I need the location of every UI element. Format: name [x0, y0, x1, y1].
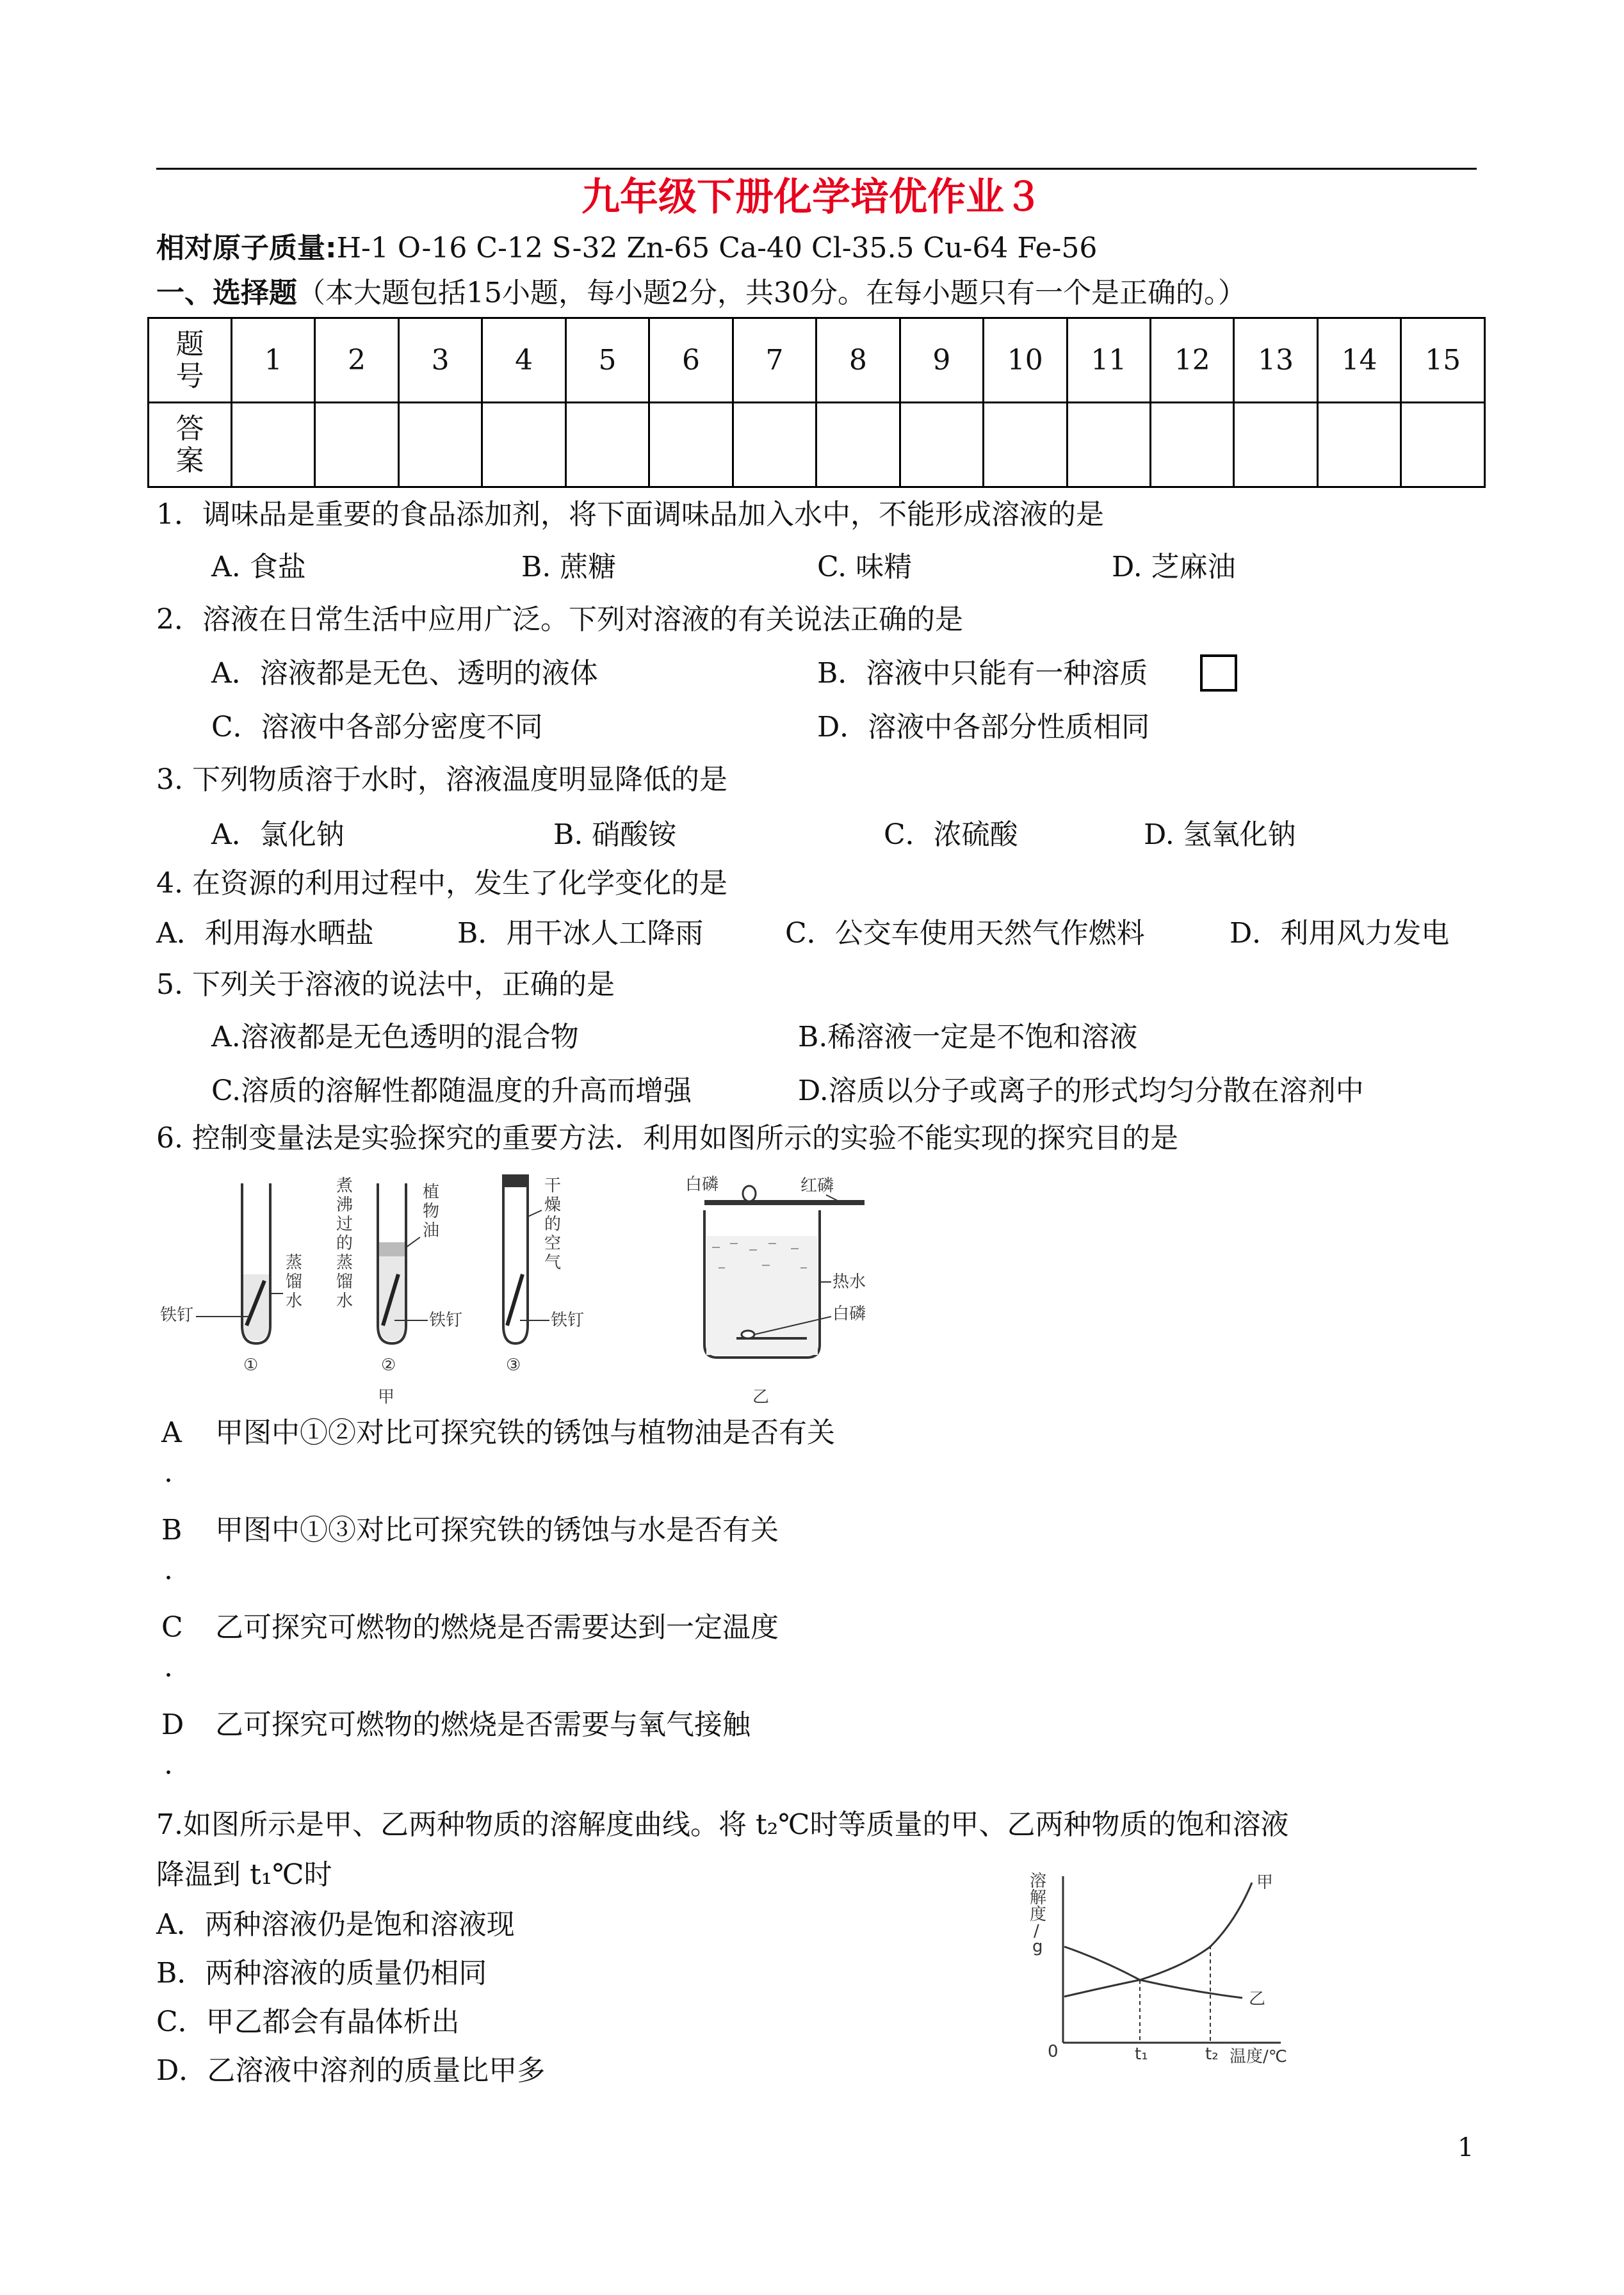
question-6-option-d-letter: D	[161, 1708, 184, 1741]
page-number: 1	[1458, 2133, 1474, 2162]
t1-tick-label: t₁	[1135, 2045, 1148, 2064]
question-7-option-c: C．甲乙都会有晶体析出	[156, 2006, 460, 2038]
beaker-hot-water-label: 热水	[832, 1272, 866, 1292]
question-6-option-c: 乙可探究可燃物的燃烧是否需要达到一定温度	[215, 1611, 779, 1644]
answer-cell[interactable]	[1150, 403, 1233, 487]
atomic-mass-values: H-1 O-16 C-12 S-32 Zn-65 Ca-40 Cl-35.5 Cu-64 Fe-56	[336, 232, 1098, 264]
answer-cell[interactable]	[232, 403, 315, 487]
question-2-option-c: C．溶液中各部分密度不同	[211, 711, 543, 743]
question-6-option-b-letter: B	[161, 1514, 183, 1546]
answer-table-number: 9	[900, 318, 983, 403]
tube-1-nail-label: 铁钉	[160, 1306, 194, 1325]
question-7-stem-line2: 降温到 t₁℃时	[156, 1858, 332, 1891]
answer-cell[interactable]	[1401, 403, 1485, 487]
question-3-option-b: B. 硝酸铵	[553, 818, 677, 851]
question-2-option-b: B．溶液中只能有一种溶质	[817, 657, 1148, 690]
question-6-option-c-letter: C	[161, 1611, 183, 1644]
answer-table-number: 1	[232, 318, 315, 403]
tube-2-oil-label: 植物油	[423, 1183, 440, 1240]
question-6-option-d: 乙可探究可燃物的燃烧是否需要与氧气接触	[215, 1708, 751, 1741]
answer-cell[interactable]	[816, 403, 900, 487]
answer-table-number: 7	[733, 318, 816, 403]
question-5-option-d: D.溶质以分子或离子的形式均匀分散在溶剂中	[798, 1075, 1364, 1107]
x-axis-label: 温度/℃	[1230, 2047, 1287, 2066]
question-4-stem: 4. 在资源的利用过程中，发生了化学变化的是	[156, 867, 727, 900]
answer-table-number: 14	[1317, 318, 1401, 403]
question-3-option-d: D. 氢氧化钠	[1144, 818, 1296, 851]
answer-cell[interactable]	[1067, 403, 1150, 487]
answer-table-number: 10	[984, 318, 1067, 403]
answer-table-number: 3	[398, 318, 482, 403]
answer-cell[interactable]	[900, 403, 983, 487]
answer-table	[147, 317, 1486, 488]
section-heading-line	[156, 275, 1246, 311]
question-1-stem: 1．调味品是重要的食品添加剂，将下面调味品加入水中，不能形成溶液的是	[156, 498, 1104, 531]
question-1-option-d: D. 芝麻油	[1112, 551, 1236, 583]
question-6-option-a: 甲图中①②对比可探究铁的锈蚀与植物油是否有关	[215, 1416, 835, 1449]
answer-table-number-row	[149, 318, 1485, 403]
top-rule	[156, 168, 1477, 170]
curve-jia-label: 甲	[1256, 1873, 1274, 1892]
answer-table-number: 5	[565, 318, 649, 403]
answer-table-number: 13	[1234, 318, 1317, 403]
curve-jia	[1064, 1883, 1252, 1997]
answer-table-number: 4	[482, 318, 565, 403]
answer-table-number: 15	[1401, 318, 1485, 403]
curve-yi-label: 乙	[1249, 1990, 1266, 2009]
question-4-option-a: A．利用海水晒盐	[156, 917, 374, 950]
question-7-option-b: B．两种溶液的质量仍相同	[156, 1957, 487, 1990]
atomic-mass-label: 相对原子质量:	[156, 232, 337, 264]
question-5-stem: 5. 下列关于溶液的说法中，正确的是	[156, 968, 615, 1001]
answer-cell[interactable]	[649, 403, 733, 487]
section-heading: 一、选择题	[156, 277, 297, 309]
answer-table-answer-row	[149, 403, 1485, 487]
answer-cell[interactable]	[1234, 403, 1317, 487]
option-dot: .	[164, 1553, 173, 1586]
tube-2-number: ②	[381, 1356, 396, 1375]
question-3-option-a: A．氯化钠	[211, 818, 345, 851]
question-3-option-c: C．浓硫酸	[884, 818, 1018, 851]
t2-tick-label: t₂	[1205, 2045, 1219, 2064]
tube-1-number: ①	[243, 1356, 259, 1375]
answer-cell[interactable]	[984, 403, 1067, 487]
answer-cell[interactable]	[565, 403, 649, 487]
question-7-stem: 7.如图所示是甲、乙两种物质的溶解度曲线。将 t₂℃时等质量的甲、乙两种物质的饱和溶液	[156, 1808, 1289, 1841]
atomic-mass-line	[156, 231, 1097, 266]
answer-cell[interactable]	[733, 403, 816, 487]
answer-table-number: 12	[1150, 318, 1233, 403]
section-note: （本大题包括15小题，每小题2分，共30分。在每小题只有一个是正确的。）	[297, 277, 1246, 309]
beaker-white-p-top-label: 白磷	[685, 1175, 719, 1194]
test-tube-1	[242, 1183, 270, 1343]
answer-table-row2-label: 答案	[149, 403, 232, 487]
question-4-option-c: C．公交车使用天然气作燃料	[785, 917, 1145, 950]
tube-3-air-label: 干燥的空气	[544, 1176, 562, 1272]
checkbox-square[interactable]	[1200, 654, 1237, 692]
figure-yi-caption: 乙	[752, 1388, 770, 1407]
question-2-option-a: A．溶液都是无色、透明的液体	[211, 657, 598, 690]
answer-cell[interactable]	[315, 403, 398, 487]
option-dot: .	[164, 1748, 173, 1781]
question-6-stem: 6. 控制变量法是实验探究的重要方法．利用如图所示的实验不能实现的探究目的是	[156, 1122, 1178, 1155]
answer-table-number: 6	[649, 318, 733, 403]
answer-cell[interactable]	[482, 403, 565, 487]
figure-jia-caption: 甲	[378, 1388, 395, 1407]
question-7-option-a: A．两种溶液仍是饱和溶液现	[156, 1908, 515, 1941]
page-title: 九年级下册化学培优作业３	[581, 175, 1043, 220]
answer-table-number: 8	[816, 318, 900, 403]
question-7-option-d: D．乙溶液中溶剂的质量比甲多	[156, 2054, 546, 2087]
question-1-option-c: C. 味精	[817, 551, 913, 583]
test-tube-2	[378, 1183, 406, 1343]
beaker-apparatus	[704, 1186, 865, 1358]
tube-2-nail-label: 铁钉	[429, 1311, 463, 1330]
tube-1-water-label: 蒸馏水	[286, 1253, 303, 1311]
answer-table-number: 2	[315, 318, 398, 403]
tube-2-side-label: 煮沸过的蒸馏水	[336, 1176, 353, 1311]
question-1-option-b: B. 蔗糖	[521, 551, 617, 583]
answer-cell[interactable]	[398, 403, 482, 487]
solubility-curve-figure	[1025, 1870, 1294, 2081]
beaker-white-p-bottom-label: 白磷	[832, 1304, 866, 1324]
answer-table-row1-label: 题号	[149, 318, 232, 403]
question-6-option-a-letter: A	[161, 1416, 182, 1449]
question-4-option-b: B．用干冰人工降雨	[457, 917, 704, 950]
question-3-stem: 3. 下列物质溶于水时，溶液温度明显降低的是	[156, 763, 727, 796]
question-5-option-c: C.溶质的溶解性都随温度的升高而增强	[211, 1075, 692, 1107]
origin-label: 0	[1048, 2042, 1059, 2061]
test-tube-3	[502, 1174, 529, 1343]
answer-table-number: 11	[1067, 318, 1150, 403]
question-2-option-d: D．溶液中各部分性质相同	[817, 711, 1150, 743]
answer-cell[interactable]	[1317, 403, 1401, 487]
question-5-option-a: A.溶液都是无色透明的混合物	[211, 1021, 579, 1053]
question-5-option-b: B.稀溶液一定是不饱和溶液	[798, 1021, 1138, 1053]
option-dot: .	[164, 1456, 173, 1489]
figure-6-experiments	[160, 1172, 884, 1409]
tube-3-nail-label: 铁钉	[551, 1311, 585, 1330]
tube-3-number: ③	[506, 1356, 521, 1375]
question-2-stem: 2．溶液在日常生活中应用广泛。下列对溶液的有关说法正确的是	[156, 603, 963, 636]
option-dot: .	[164, 1651, 173, 1683]
y-axis-label: 溶解度/ g	[1030, 1872, 1047, 1956]
beaker-red-p-label: 红磷	[800, 1176, 834, 1196]
question-4-option-d: D．利用风力发电	[1230, 917, 1450, 950]
question-6-option-b: 甲图中①③对比可探究铁的锈蚀与水是否有关	[215, 1514, 779, 1546]
question-1-option-a: A. 食盐	[211, 551, 306, 583]
